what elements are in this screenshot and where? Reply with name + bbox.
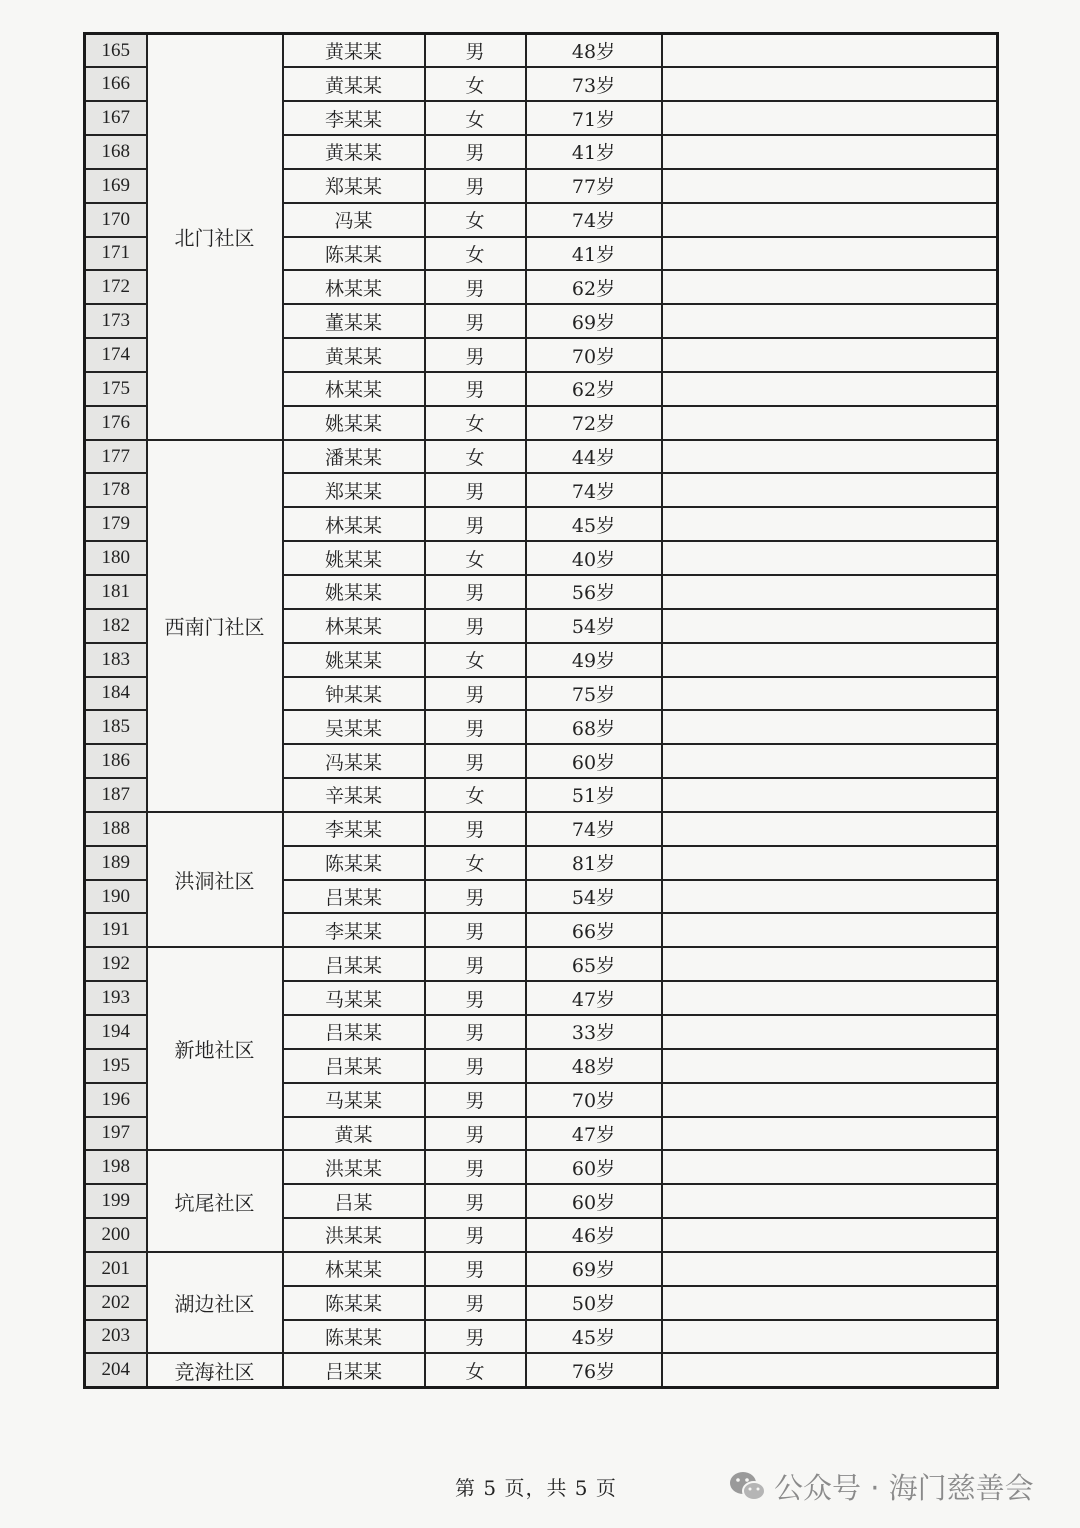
- gender-cell: 男: [425, 1252, 526, 1286]
- name-cell: 郑某某: [283, 169, 425, 203]
- age-cell: 41岁: [526, 135, 662, 169]
- row-number: 177: [85, 440, 147, 474]
- remarks-cell: [662, 1083, 998, 1117]
- row-number: 190: [85, 880, 147, 914]
- name-cell: 黄某某: [283, 338, 425, 372]
- row-number: 186: [85, 744, 147, 778]
- gender-cell: 男: [425, 1320, 526, 1354]
- row-number: 166: [85, 67, 147, 101]
- name-cell: 姚某某: [283, 541, 425, 575]
- name-cell: 冯某: [283, 203, 425, 237]
- remarks-cell: [662, 473, 998, 507]
- remarks-cell: [662, 406, 998, 440]
- age-cell: 60岁: [526, 1150, 662, 1184]
- name-cell: 姚某某: [283, 643, 425, 677]
- gender-cell: 男: [425, 1083, 526, 1117]
- remarks-cell: [662, 101, 998, 135]
- name-cell: 林某某: [283, 270, 425, 304]
- age-cell: 74岁: [526, 473, 662, 507]
- remarks-cell: [662, 440, 998, 474]
- remarks-cell: [662, 507, 998, 541]
- gender-cell: 男: [425, 1015, 526, 1049]
- name-cell: 郑某某: [283, 473, 425, 507]
- name-cell: 李某某: [283, 101, 425, 135]
- name-cell: 吕某某: [283, 947, 425, 981]
- name-cell: 陈某某: [283, 237, 425, 271]
- remarks-cell: [662, 981, 998, 1015]
- gender-cell: 男: [425, 710, 526, 744]
- remarks-cell: [662, 1049, 998, 1083]
- name-cell: 林某某: [283, 609, 425, 643]
- gender-cell: 男: [425, 1286, 526, 1320]
- age-cell: 72岁: [526, 406, 662, 440]
- gender-cell: 男: [425, 744, 526, 778]
- remarks-cell: [662, 1184, 998, 1218]
- row-number: 179: [85, 507, 147, 541]
- gender-cell: 女: [425, 541, 526, 575]
- remarks-cell: [662, 1117, 998, 1151]
- remarks-cell: [662, 1218, 998, 1252]
- name-cell: 洪某某: [283, 1218, 425, 1252]
- age-cell: 77岁: [526, 169, 662, 203]
- gender-cell: 女: [425, 1353, 526, 1387]
- row-number: 183: [85, 643, 147, 677]
- gender-cell: 男: [425, 304, 526, 338]
- age-cell: 45岁: [526, 1320, 662, 1354]
- age-cell: 46岁: [526, 1218, 662, 1252]
- name-cell: 吕某某: [283, 880, 425, 914]
- age-cell: 62岁: [526, 372, 662, 406]
- row-number: 202: [85, 1286, 147, 1320]
- gender-cell: 女: [425, 440, 526, 474]
- row-number: 184: [85, 677, 147, 711]
- remarks-cell: [662, 304, 998, 338]
- remarks-cell: [662, 1320, 998, 1354]
- remarks-cell: [662, 677, 998, 711]
- gender-cell: 男: [425, 135, 526, 169]
- gender-cell: 男: [425, 372, 526, 406]
- name-cell: 吕某某: [283, 1353, 425, 1387]
- gender-cell: 男: [425, 609, 526, 643]
- age-cell: 49岁: [526, 643, 662, 677]
- age-cell: 54岁: [526, 880, 662, 914]
- gender-cell: 男: [425, 913, 526, 947]
- table-row: [85, 440, 998, 474]
- name-cell: 陈某某: [283, 1320, 425, 1354]
- gender-cell: 男: [425, 677, 526, 711]
- name-cell: 姚某某: [283, 406, 425, 440]
- remarks-cell: [662, 575, 998, 609]
- age-cell: 48岁: [526, 1049, 662, 1083]
- row-number: 165: [85, 34, 147, 68]
- name-cell: 冯某某: [283, 744, 425, 778]
- table-row: [85, 812, 998, 846]
- row-number: 204: [85, 1353, 147, 1387]
- name-cell: 黄某某: [283, 34, 425, 68]
- gender-cell: 男: [425, 34, 526, 68]
- age-cell: 45岁: [526, 507, 662, 541]
- name-cell: 马某某: [283, 981, 425, 1015]
- remarks-cell: [662, 609, 998, 643]
- name-cell: 吕某: [283, 1184, 425, 1218]
- age-cell: 47岁: [526, 1117, 662, 1151]
- remarks-cell: [662, 169, 998, 203]
- row-number: 168: [85, 135, 147, 169]
- row-number: 194: [85, 1015, 147, 1049]
- table-row: [85, 1252, 998, 1286]
- remarks-cell: [662, 67, 998, 101]
- age-cell: 75岁: [526, 677, 662, 711]
- age-cell: 74岁: [526, 203, 662, 237]
- gender-cell: 女: [425, 67, 526, 101]
- row-number: 173: [85, 304, 147, 338]
- gender-cell: 女: [425, 778, 526, 812]
- name-cell: 姚某某: [283, 575, 425, 609]
- row-number: 172: [85, 270, 147, 304]
- age-cell: 48岁: [526, 34, 662, 68]
- name-cell: 马某某: [283, 1083, 425, 1117]
- row-number: 195: [85, 1049, 147, 1083]
- remarks-cell: [662, 947, 998, 981]
- row-number: 180: [85, 541, 147, 575]
- remarks-cell: [662, 338, 998, 372]
- age-cell: 44岁: [526, 440, 662, 474]
- row-number: 189: [85, 846, 147, 880]
- name-cell: 潘某某: [283, 440, 425, 474]
- age-cell: 70岁: [526, 338, 662, 372]
- gender-cell: 男: [425, 1184, 526, 1218]
- table-row: [85, 1150, 998, 1184]
- gender-cell: 男: [425, 947, 526, 981]
- age-cell: 40岁: [526, 541, 662, 575]
- age-cell: 41岁: [526, 237, 662, 271]
- row-number: 176: [85, 406, 147, 440]
- page-number: 第 5 页，共 5 页: [455, 1476, 617, 1500]
- age-cell: 51岁: [526, 778, 662, 812]
- remarks-cell: [662, 812, 998, 846]
- row-number: 196: [85, 1083, 147, 1117]
- gender-cell: 男: [425, 270, 526, 304]
- remarks-cell: [662, 237, 998, 271]
- row-number: 181: [85, 575, 147, 609]
- community-cell: 洪洞社区: [147, 812, 283, 947]
- row-number: 203: [85, 1320, 147, 1354]
- name-cell: 吴某某: [283, 710, 425, 744]
- community-cell: 竞海社区: [147, 1353, 283, 1387]
- age-cell: 50岁: [526, 1286, 662, 1320]
- remarks-cell: [662, 372, 998, 406]
- row-number: 198: [85, 1150, 147, 1184]
- remarks-cell: [662, 880, 998, 914]
- row-number: 191: [85, 913, 147, 947]
- table-row: [85, 947, 998, 981]
- name-cell: 黄某某: [283, 67, 425, 101]
- gender-cell: 女: [425, 643, 526, 677]
- watermark-text: 公众号 · 海门慈善会: [774, 1471, 1034, 1505]
- age-cell: 66岁: [526, 913, 662, 947]
- gender-cell: 男: [425, 1218, 526, 1252]
- row-number: 169: [85, 169, 147, 203]
- row-number: 201: [85, 1252, 147, 1286]
- row-number: 170: [85, 203, 147, 237]
- row-number: 175: [85, 372, 147, 406]
- name-cell: 黄某: [283, 1117, 425, 1151]
- remarks-cell: [662, 710, 998, 744]
- row-number: 193: [85, 981, 147, 1015]
- name-cell: 董某某: [283, 304, 425, 338]
- age-cell: 56岁: [526, 575, 662, 609]
- gender-cell: 女: [425, 846, 526, 880]
- community-cell: 北门社区: [147, 34, 283, 440]
- community-cell: 新地社区: [147, 947, 283, 1150]
- age-cell: 81岁: [526, 846, 662, 880]
- table-row: [85, 34, 998, 68]
- gender-cell: 男: [425, 338, 526, 372]
- remarks-cell: [662, 1015, 998, 1049]
- gender-cell: 男: [425, 507, 526, 541]
- remarks-cell: [662, 778, 998, 812]
- community-cell: 西南门社区: [147, 440, 283, 812]
- gender-cell: 男: [425, 473, 526, 507]
- name-cell: 林某某: [283, 372, 425, 406]
- age-cell: 69岁: [526, 304, 662, 338]
- row-number: 200: [85, 1218, 147, 1252]
- gender-cell: 男: [425, 575, 526, 609]
- gender-cell: 女: [425, 101, 526, 135]
- remarks-cell: [662, 1150, 998, 1184]
- wechat-icon: [728, 1469, 768, 1505]
- remarks-cell: [662, 744, 998, 778]
- row-number: 197: [85, 1117, 147, 1151]
- row-number: 178: [85, 473, 147, 507]
- remarks-cell: [662, 1353, 998, 1387]
- name-cell: 陈某某: [283, 1286, 425, 1320]
- name-cell: 林某某: [283, 507, 425, 541]
- name-cell: 李某某: [283, 913, 425, 947]
- age-cell: 33岁: [526, 1015, 662, 1049]
- age-cell: 70岁: [526, 1083, 662, 1117]
- row-number: 185: [85, 710, 147, 744]
- age-cell: 62岁: [526, 270, 662, 304]
- community-cell: 坑尾社区: [147, 1150, 283, 1252]
- age-cell: 69岁: [526, 1252, 662, 1286]
- name-cell: 洪某某: [283, 1150, 425, 1184]
- beneficiary-table: [83, 32, 999, 1389]
- gender-cell: 男: [425, 981, 526, 1015]
- community-cell: 湖边社区: [147, 1252, 283, 1354]
- gender-cell: 女: [425, 237, 526, 271]
- name-cell: 钟某某: [283, 677, 425, 711]
- gender-cell: 男: [425, 1049, 526, 1083]
- remarks-cell: [662, 203, 998, 237]
- row-number: 187: [85, 778, 147, 812]
- remarks-cell: [662, 270, 998, 304]
- row-number: 171: [85, 237, 147, 271]
- remarks-cell: [662, 846, 998, 880]
- age-cell: 65岁: [526, 947, 662, 981]
- gender-cell: 男: [425, 169, 526, 203]
- name-cell: 陈某某: [283, 846, 425, 880]
- remarks-cell: [662, 913, 998, 947]
- age-cell: 74岁: [526, 812, 662, 846]
- name-cell: 李某某: [283, 812, 425, 846]
- name-cell: 吕某某: [283, 1049, 425, 1083]
- age-cell: 68岁: [526, 710, 662, 744]
- row-number: 188: [85, 812, 147, 846]
- gender-cell: 男: [425, 1117, 526, 1151]
- watermark: [728, 1466, 1034, 1507]
- age-cell: 76岁: [526, 1353, 662, 1387]
- row-number: 192: [85, 947, 147, 981]
- row-number: 174: [85, 338, 147, 372]
- row-number: 199: [85, 1184, 147, 1218]
- gender-cell: 男: [425, 880, 526, 914]
- age-cell: 54岁: [526, 609, 662, 643]
- gender-cell: 男: [425, 1150, 526, 1184]
- name-cell: 黄某某: [283, 135, 425, 169]
- age-cell: 47岁: [526, 981, 662, 1015]
- remarks-cell: [662, 541, 998, 575]
- remarks-cell: [662, 135, 998, 169]
- age-cell: 60岁: [526, 1184, 662, 1218]
- row-number: 167: [85, 101, 147, 135]
- age-cell: 60岁: [526, 744, 662, 778]
- remarks-cell: [662, 1252, 998, 1286]
- name-cell: 林某某: [283, 1252, 425, 1286]
- gender-cell: 男: [425, 812, 526, 846]
- gender-cell: 女: [425, 406, 526, 440]
- gender-cell: 女: [425, 203, 526, 237]
- age-cell: 73岁: [526, 67, 662, 101]
- remarks-cell: [662, 643, 998, 677]
- age-cell: 71岁: [526, 101, 662, 135]
- remarks-cell: [662, 34, 998, 68]
- name-cell: 吕某某: [283, 1015, 425, 1049]
- table-row: [85, 1353, 998, 1387]
- name-cell: 辛某某: [283, 778, 425, 812]
- row-number: 182: [85, 609, 147, 643]
- remarks-cell: [662, 1286, 998, 1320]
- table-body: [85, 34, 998, 1388]
